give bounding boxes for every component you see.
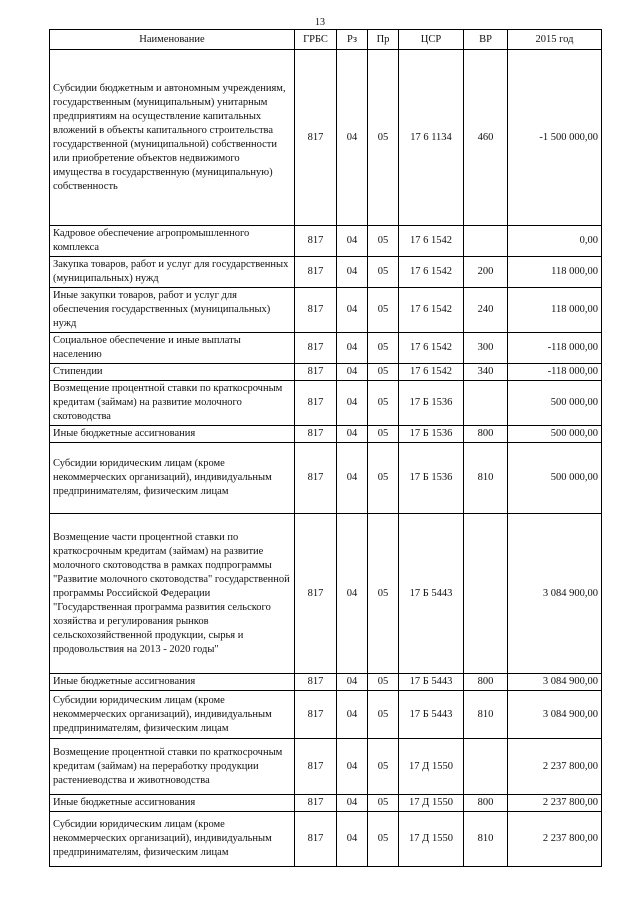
table-row xyxy=(50,257,602,288)
row-name: Субсидии юридическим лицам (кроме некоммерческих организаций), индивидуальным предпринимателям, физическим лицам xyxy=(50,691,295,739)
table-row xyxy=(50,226,602,257)
row-rz: 04 xyxy=(337,364,368,381)
table-row xyxy=(50,795,602,812)
row-vr: 810 xyxy=(464,812,508,867)
row-grbs: 817 xyxy=(295,257,337,288)
row-vr: 800 xyxy=(464,795,508,812)
row-pr: 05 xyxy=(368,674,399,691)
row-vr: 460 xyxy=(464,50,508,226)
row-csr: 17 6 1134 xyxy=(399,50,464,226)
row-rz: 04 xyxy=(337,443,368,514)
row-name: Иные бюджетные ассигнования xyxy=(50,674,295,691)
table-row xyxy=(50,739,602,795)
header-row xyxy=(50,30,602,50)
header-rz: Рз xyxy=(337,30,368,50)
table-row xyxy=(50,381,602,426)
table-row xyxy=(50,674,602,691)
row-pr: 05 xyxy=(368,333,399,364)
row-vr xyxy=(464,739,508,795)
table-row xyxy=(50,50,602,226)
table-row xyxy=(50,514,602,674)
header-grbs: ГРБС xyxy=(295,30,337,50)
row-rz: 04 xyxy=(337,257,368,288)
table-row xyxy=(50,364,602,381)
row-grbs: 817 xyxy=(295,381,337,426)
row-grbs: 817 xyxy=(295,288,337,333)
row-grbs: 817 xyxy=(295,426,337,443)
header-vr: ВР xyxy=(464,30,508,50)
row-vr: 340 xyxy=(464,364,508,381)
row-rz: 04 xyxy=(337,812,368,867)
budget-table xyxy=(49,29,602,867)
row-grbs: 817 xyxy=(295,795,337,812)
row-pr: 05 xyxy=(368,443,399,514)
row-name: Кадровое обеспечение агропромышленного комплекса xyxy=(50,226,295,257)
row-pr: 05 xyxy=(368,812,399,867)
row-amount: -118 000,00 xyxy=(508,333,602,364)
row-pr: 05 xyxy=(368,514,399,674)
row-grbs: 817 xyxy=(295,691,337,739)
row-csr: 17 Б 5443 xyxy=(399,691,464,739)
row-rz: 04 xyxy=(337,674,368,691)
header-csr: ЦСР xyxy=(399,30,464,50)
row-pr: 05 xyxy=(368,426,399,443)
header-year: 2015 год xyxy=(508,30,602,50)
row-name: Субсидии юридическим лицам (кроме некоммерческих организаций), индивидуальным предпринимателям, физическим лицам xyxy=(50,443,295,514)
row-pr: 05 xyxy=(368,364,399,381)
row-grbs: 817 xyxy=(295,739,337,795)
row-csr: 17 Б 1536 xyxy=(399,426,464,443)
row-amount: 3 084 900,00 xyxy=(508,674,602,691)
row-rz: 04 xyxy=(337,795,368,812)
row-amount: 2 237 800,00 xyxy=(508,812,602,867)
table-row xyxy=(50,812,602,867)
row-vr: 810 xyxy=(464,443,508,514)
row-csr: 17 6 1542 xyxy=(399,333,464,364)
row-csr: 17 Б 5443 xyxy=(399,514,464,674)
header-pr: Пр xyxy=(368,30,399,50)
row-csr: 17 6 1542 xyxy=(399,288,464,333)
row-csr: 17 Д 1550 xyxy=(399,739,464,795)
row-amount: 0,00 xyxy=(508,226,602,257)
row-rz: 04 xyxy=(337,691,368,739)
row-pr: 05 xyxy=(368,257,399,288)
row-vr: 240 xyxy=(464,288,508,333)
row-pr: 05 xyxy=(368,226,399,257)
row-rz: 04 xyxy=(337,739,368,795)
row-amount: 3 084 900,00 xyxy=(508,691,602,739)
row-vr: 800 xyxy=(464,674,508,691)
row-rz: 04 xyxy=(337,426,368,443)
table-row xyxy=(50,288,602,333)
row-name: Возмещение части процентной ставки по краткосрочным кредитам (займам) на развитие молочного скотоводства в рамках подпрограммы "Развитие молочного скотоводства" государственной программы Российской Федерации "Государственная программа развития сельского хозяйства и регулирования рынков сельскохозяйственной продукции, сырья и продовольствия на 2013 - 2020 годы" xyxy=(50,514,295,674)
row-name: Возмещение процентной ставки по краткосрочным кредитам (займам) на переработку продукции растениеводства и животноводства xyxy=(50,739,295,795)
row-amount: 118 000,00 xyxy=(508,257,602,288)
row-rz: 04 xyxy=(337,514,368,674)
row-vr: 300 xyxy=(464,333,508,364)
row-name: Иные закупки товаров, работ и услуг для обеспечения государственных (муниципальных) нужд xyxy=(50,288,295,333)
row-grbs: 817 xyxy=(295,226,337,257)
row-vr: 800 xyxy=(464,426,508,443)
row-amount: 2 237 800,00 xyxy=(508,739,602,795)
row-rz: 04 xyxy=(337,50,368,226)
row-pr: 05 xyxy=(368,288,399,333)
row-vr: 810 xyxy=(464,691,508,739)
row-amount: 3 084 900,00 xyxy=(508,514,602,674)
row-csr: 17 Б 1536 xyxy=(399,443,464,514)
row-amount: 118 000,00 xyxy=(508,288,602,333)
row-grbs: 817 xyxy=(295,812,337,867)
row-rz: 04 xyxy=(337,288,368,333)
row-name: Возмещение процентной ставки по краткосрочным кредитам (займам) на развитие молочного скотоводства xyxy=(50,381,295,426)
row-amount: 500 000,00 xyxy=(508,443,602,514)
row-grbs: 817 xyxy=(295,50,337,226)
row-amount: 500 000,00 xyxy=(508,381,602,426)
row-name: Иные бюджетные ассигнования xyxy=(50,795,295,812)
row-pr: 05 xyxy=(368,50,399,226)
row-name: Иные бюджетные ассигнования xyxy=(50,426,295,443)
row-name: Стипендии xyxy=(50,364,295,381)
row-csr: 17 Д 1550 xyxy=(399,812,464,867)
row-name: Субсидии бюджетным и автономным учреждениям, государственным (муниципальным) унитарным предприятиям на осуществление капитальных вложений в объекты капитального строительства государственной (муниципальной) собственности или приобретение объектов недвижимого имущества в государственную (муниципальную) собственность xyxy=(50,50,295,226)
row-csr: 17 6 1542 xyxy=(399,364,464,381)
table-row xyxy=(50,333,602,364)
page-number: 13 xyxy=(315,17,325,28)
table-row xyxy=(50,426,602,443)
row-rz: 04 xyxy=(337,226,368,257)
table-row xyxy=(50,443,602,514)
row-pr: 05 xyxy=(368,739,399,795)
row-amount: -118 000,00 xyxy=(508,364,602,381)
row-name: Субсидии юридическим лицам (кроме некоммерческих организаций), индивидуальным предпринимателям, физическим лицам xyxy=(50,812,295,867)
row-rz: 04 xyxy=(337,333,368,364)
row-pr: 05 xyxy=(368,691,399,739)
row-grbs: 817 xyxy=(295,364,337,381)
row-csr: 17 Д 1550 xyxy=(399,795,464,812)
row-csr: 17 6 1542 xyxy=(399,226,464,257)
row-vr xyxy=(464,514,508,674)
row-csr: 17 Б 1536 xyxy=(399,381,464,426)
row-pr: 05 xyxy=(368,795,399,812)
row-pr: 05 xyxy=(368,381,399,426)
row-grbs: 817 xyxy=(295,333,337,364)
row-amount: -1 500 000,00 xyxy=(508,50,602,226)
row-grbs: 817 xyxy=(295,514,337,674)
row-name: Социальное обеспечение и иные выплаты населению xyxy=(50,333,295,364)
row-amount: 2 237 800,00 xyxy=(508,795,602,812)
row-vr xyxy=(464,381,508,426)
row-grbs: 817 xyxy=(295,674,337,691)
row-csr: 17 Б 5443 xyxy=(399,674,464,691)
table-row xyxy=(50,691,602,739)
row-name: Закупка товаров, работ и услуг для государственных (муниципальных) нужд xyxy=(50,257,295,288)
header-name: Наименование xyxy=(50,30,295,50)
row-vr xyxy=(464,226,508,257)
row-grbs: 817 xyxy=(295,443,337,514)
row-vr: 200 xyxy=(464,257,508,288)
row-csr: 17 6 1542 xyxy=(399,257,464,288)
row-rz: 04 xyxy=(337,381,368,426)
row-amount: 500 000,00 xyxy=(508,426,602,443)
